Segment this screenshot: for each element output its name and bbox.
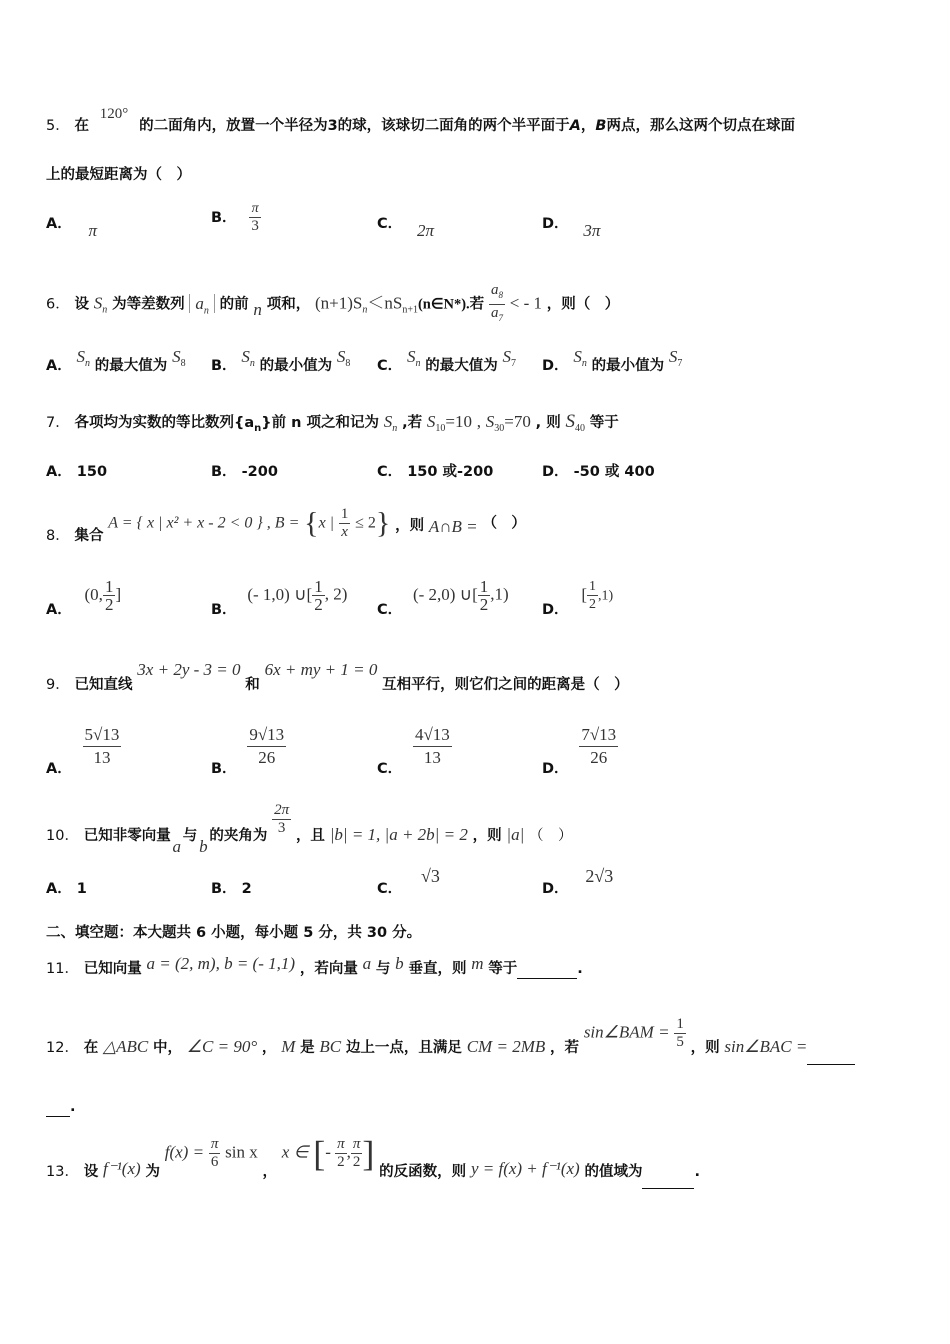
option-b[interactable]: B． $\frac{9√13}{26}$ bbox=[211, 725, 285, 777]
question-6: 6． 设 $S_n$ 为等差数列 $a_n$ 的前 n 项和， $(n+1)S_n<nS_{n+1}(n\in N*)$.若 $\frac{a_8}{a_7}$ < - 1 ，则（ ） bbox=[46, 282, 620, 323]
option-c[interactable]: C． √3 bbox=[377, 866, 440, 897]
option-b[interactable]: B． $S_n$ 的最小值为 $S_8$ bbox=[211, 347, 351, 374]
option-b[interactable]: B． -200 bbox=[211, 464, 278, 480]
option-c[interactable]: C． $S_n$ 的最大值为 $S_7$ bbox=[377, 347, 516, 374]
question-8: 8． 集合 A = { x | x² + x - 2 < 0 } , B = {x | $\frac{1}{x}$ ≤ 2} ，则 A∩B = （ ） bbox=[46, 506, 526, 544]
option-b[interactable]: B． (- 1,0) ∪[ $\frac{1}{2}$ , 2) bbox=[211, 577, 348, 618]
question-5-line-2: 上的最短距离为（ ） bbox=[46, 167, 191, 183]
option-a[interactable]: A． 150 bbox=[46, 464, 108, 480]
option-a[interactable]: A． $S_n$ 的最大值为 $S_8$ bbox=[46, 347, 186, 374]
option-c[interactable]: C． $\frac{4√13}{13}$ bbox=[377, 725, 450, 777]
option-a[interactable]: A． π bbox=[46, 216, 98, 240]
answer-blank-continuation[interactable] bbox=[46, 1100, 70, 1117]
option-c[interactable]: C． 2π bbox=[377, 216, 434, 240]
question-9: 9． 已知直线 3x + 2y - 3 = 0 和 6x + my + 1 = 0 互相平行，则它们之间的距离是（ ） bbox=[46, 660, 629, 693]
answer-blank[interactable] bbox=[517, 962, 577, 979]
question-11: 11． 已知向量 a = (2, m), b = (- 1,1) ，若向量 a 与 b 垂直，则 m 等于 . bbox=[46, 954, 583, 977]
option-c[interactable]: C． (- 2,0) ∪[ $\frac{1}{2}$ ,1) bbox=[377, 577, 509, 618]
option-d[interactable]: D． -50 或 400 bbox=[542, 464, 655, 480]
option-b[interactable]: B． $\frac{\pi}{3}$ bbox=[211, 201, 259, 234]
question-number: 5． bbox=[46, 118, 70, 134]
option-d[interactable]: D． 2√3 bbox=[542, 866, 614, 897]
option-a[interactable]: A． $\frac{5√13}{13}$ bbox=[46, 725, 120, 777]
option-b[interactable]: B． 2 bbox=[211, 881, 252, 897]
section-heading: 二、填空题：本大题共 6 小题，每小题 5 分，共 30 分。 bbox=[46, 925, 422, 941]
option-d[interactable]: D． $S_n$ 的最小值为 $S_7$ bbox=[542, 347, 683, 374]
angle-value: 120° bbox=[99, 106, 129, 122]
option-c[interactable]: C． 150 或-200 bbox=[377, 464, 494, 480]
option-a[interactable]: A． (0, $\frac{1}{2}$ ] bbox=[46, 577, 122, 618]
answer-blank[interactable] bbox=[807, 1048, 855, 1065]
option-a[interactable]: A． 1 bbox=[46, 881, 87, 897]
question-7: 7． 各项均为实数的等比数列$\{a_n\}$前 n 项之和记为 $S_n$ ,若 $S_{10}=10$ , $S_{30}=70$ , 则 $S_{40}$ 等于 bbox=[46, 411, 619, 434]
question-5-line-1: 5． 在 120° 的二面角内，放置一个半径为3的球，该球切二面角的两个半平面于A，B两点，那么这两个切点在球面 bbox=[46, 106, 795, 134]
question-13: 13． 设 f⁻¹(x) 为 f(x) = $\frac{\pi}{6}$ sin x ， x ∈ [- $\frac{\pi}{2}$ , $\frac{\pi}{2}$ ] 的反函数，则 y = f(x) + f⁻¹(x) 的值域为 . bbox=[46, 1136, 910, 1171]
question-10: 10． 已知非零向量 a 与 b 的夹角为 $\frac{2\pi}{3}$ ，且 |b| = 1, |a + 2b| = 2 ，则 |a| （ ） bbox=[46, 802, 573, 856]
option-d[interactable]: D． 3π bbox=[542, 216, 601, 240]
question-12: 12． 在 △ABC 中， ∠C = 90° ， M 是 BC 边上一点，且满足 CM = 2MB ，若 sin∠BAM = $\frac{1}{5}$ ，则 sin∠BAC = bbox=[46, 1016, 910, 1051]
answer-blank[interactable] bbox=[642, 1172, 694, 1189]
option-d[interactable]: D． [ $\frac{1}{2}$ ,1) bbox=[542, 579, 614, 618]
question-12-continuation: . bbox=[46, 1096, 910, 1117]
option-d[interactable]: D． $\frac{7√13}{26}$ bbox=[542, 725, 617, 777]
